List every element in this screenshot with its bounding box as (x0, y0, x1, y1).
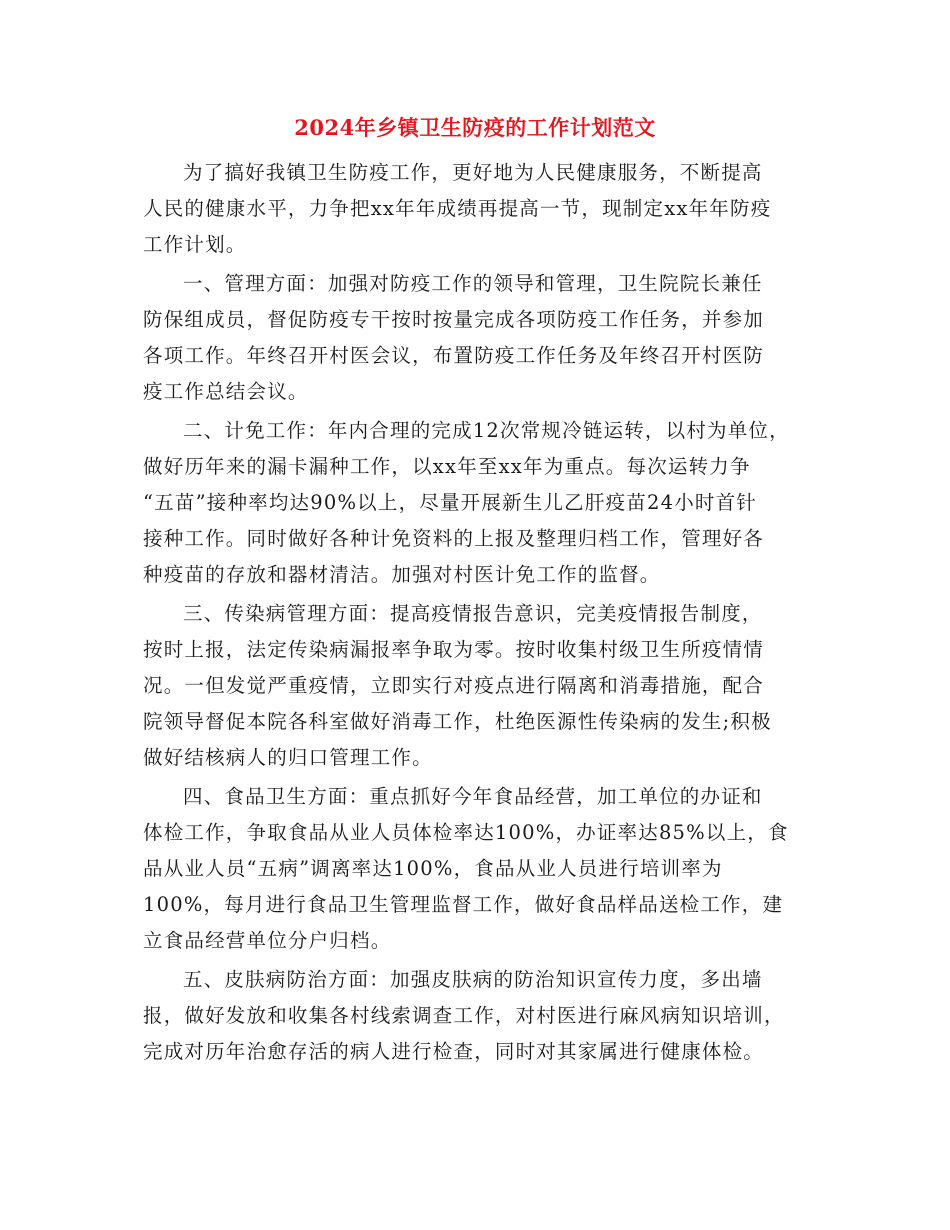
paragraph-line: 防保组成员，督促防疫专干按时按量完成各项防疫工作任务，并参加 (143, 308, 765, 331)
paragraph-line: 四、食品卫生方面：重点抓好今年食品经营，加工单位的办证和 (183, 785, 763, 808)
document-body (143, 155, 823, 1070)
paragraph-line: 体检工作，争取食品从业人员体检率达100%，办证率达85%以上，食 (143, 821, 789, 844)
paragraph-line: 三、传染病管理方面：提高疫情报告意识，完美疫情报告制度， (183, 602, 763, 625)
paragraph-line: 按时上报，法定传染病漏报率争取为零。按时收集村级卫生所疫情情 (143, 638, 765, 661)
paragraph-skin-disease (143, 962, 823, 1070)
paragraph-management (143, 266, 823, 410)
paragraph-line: 为了搞好我镇卫生防疫工作，更好地为人民健康服务，不断提高 (183, 161, 763, 184)
paragraph-line: 报，做好发放和收集各村线索调查工作，对村医进行麻风病知识培训， (143, 1004, 785, 1027)
paragraph-intro (143, 155, 823, 263)
paragraph-line: 100%，每月进行食品卫生管理监督工作，做好食品样品送检工作，建 (143, 893, 784, 916)
paragraph-line: 种疫苗的存放和器材清洁。加强对村医计免工作的监督。 (143, 563, 661, 586)
paragraph-infectious-disease (143, 596, 823, 776)
paragraph-line: 完成对历年治愈存活的病人进行检查，同时对其家属进行健康体检。 (143, 1040, 765, 1063)
paragraph-line: 各项工作。年终召开村医会议，布置防疫工作任务及年终召开村医防 (143, 344, 765, 367)
paragraph-line: 五、皮肤病防治方面：加强皮肤病的防治知识宣传力度，多出墙 (183, 968, 763, 991)
paragraph-line: 疫工作总结会议。 (143, 380, 309, 403)
paragraph-line: 人民的健康水平，力争把xx年年成绩再提高一节，现制定xx年年防疫 (143, 197, 772, 220)
document-title: 2024年乡镇卫生防疫的工作计划范文 (294, 115, 656, 140)
paragraph-line: 做好结核病人的归口管理工作。 (143, 746, 433, 769)
paragraph-immunization (143, 413, 823, 593)
paragraph-line: 工作计划。 (143, 233, 247, 256)
paragraph-line: 二、计免工作：年内合理的完成12次常规冷链运转，以村为单位， (183, 419, 790, 442)
paragraph-food-hygiene (143, 779, 823, 959)
paragraph-line: 品从业人员“五病”调离率达100%，食品从业人员进行培训率为 (143, 857, 723, 880)
paragraph-line: 接种工作。同时做好各种计免资料的上报及整理归档工作，管理好各 (143, 527, 765, 550)
paragraph-line: “五苗”接种率均达90%以上，尽量开展新生儿乙肝疫苗24小时首针 (143, 491, 757, 514)
paragraph-line: 况。一但发觉严重疫情，立即实行对疫点进行隔离和消毒措施，配合 (143, 674, 765, 697)
paragraph-line: 做好历年来的漏卡漏种工作，以xx年至xx年为重点。每次运转力争 (143, 455, 751, 478)
paragraph-line: 立食品经营单位分户归档。 (143, 929, 392, 952)
paragraph-line: 一、管理方面：加强对防疫工作的领导和管理，卫生院院长兼任 (183, 272, 763, 295)
paragraph-line: 院领导督促本院各科室做好消毒工作，杜绝医源性传染病的发生;积极 (143, 710, 772, 733)
